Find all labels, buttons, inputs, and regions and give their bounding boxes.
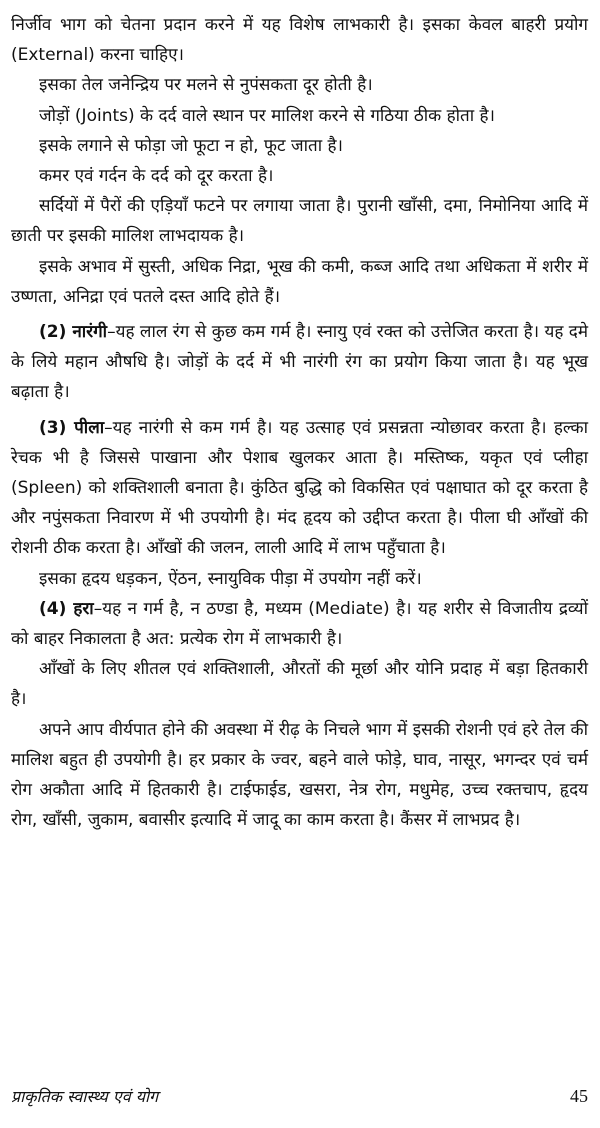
paragraph: इसका तेल जनेन्द्रिय पर मलने से नुपंसकता दूर होती है। [39,75,373,96]
paragraph: निर्जीव भाग को चेतना प्रदान करने में यह विशेष लाभकारी है। इसका केवल बाहरी प्रयोग (External) करना चाहिए। [11,15,588,66]
paragraph: कमर एवं गर्दन के दर्द को दूर करता है। [39,166,274,187]
section-yellow [11,413,588,564]
section-text: –यह लाल रंग से कुछ कम गर्म है। स्नायु एवं रक्त को उत्तेजित करता है। यह दमे के लिये महान औषधि है। जोड़ों के दर्द में भी नारंगी रंग का प्रयोग किया जाता है। यह भूख बढ़ाता है। [11,322,588,403]
section-heading: (4) हरा [39,598,94,619]
section-green [11,594,588,654]
paragraph: सर्दियों में पैरों की एड़ियाँ फटने पर लगाया जाता है। पुरानी खाँसी, दमा, निमोनिया आदि में छाती पर इसकी मालिश लाभदायक है। [11,196,588,247]
page-footer [11,1081,588,1112]
paragraph: जोड़ों (Joints) के दर्द वाले स्थान पर मालिश करने से गठिया ठीक होता है। [39,105,495,126]
paragraph: आँखों के लिए शीतल एवं शक्तिशाली, औरतों की मूर्छा और योनि प्रदाह में बड़ा हितकारी है। [11,659,588,710]
section-heading: (2) नारंगी [39,322,108,343]
section-heading: (3) पीला [39,417,105,438]
page-number: 45 [570,1086,588,1106]
paragraph: इसके लगाने से फोड़ा जो फूटा न हो, फूट जाता है। [39,135,343,156]
paragraph: इसके अभाव में सुस्ती, अधिक निद्रा, भूख की कमी, कब्ज आदि तथा अधिकता में शरीर में उष्णता, अनिद्रा एवं पतले दस्त आदि होते हैं। [11,256,588,307]
section-text: –यह नारंगी से कम गर्म है। यह उत्साह एवं प्रसन्नता न्योछावर करता है। हल्का रेचक भी है जिससे पाखाना और पेशाब खुलकर आता है। मस्तिष्क, यकृत एवं प्लीहा (Spleen) को शक्तिशाली बनाता है। कुंठित बुद्धि को विकसित एवं पक्षाघात को दूर करता है और नपुंसकता निवारण में भी उपयोगी है। मंद हृदय को उद्दीप्त करता है। पीला घी आँखों की रोशनी ठीक करता है। आँखों की जलन, लाली आदि में लाभ पहुँचाता है। [11,417,588,559]
paragraph: इसका हृदय धड़कन, ऐंठन, स्नायुविक पीड़ा में उपयोग नहीं करें। [39,568,422,589]
section-text: –यह न गर्म है, न ठण्डा है, मध्यम (Mediate) है। यह शरीर से विजातीय द्रव्यों को बाहर निकालता है अत: प्रत्येक रोग में लाभकारी है। [11,598,588,650]
book-title: प्राकृतिक स्वास्थ्य एवं योग [11,1087,159,1106]
section-orange [11,317,588,408]
paragraph: अपने आप वीर्यपात होने की अवस्था में रीढ़ के निचले भाग में इसकी रोशनी एवं हरे तेल की मालिश बहुत ही उपयोगी है। हर प्रकार के ज्वर, बहने वाले फोड़े, घाव, नासूर, भगन्दर एवं चर्म रोग अकौता आदि में हितकारी है। टाईफाईड, खसरा, नेत्र रोग, मधुमेह, उच्च रक्तचाप, हृदय रोग, खाँसी, जुकाम, बवासीर इत्यादि में जादू का काम करता है। कैंसर में लाभप्रद है। [11,719,588,831]
